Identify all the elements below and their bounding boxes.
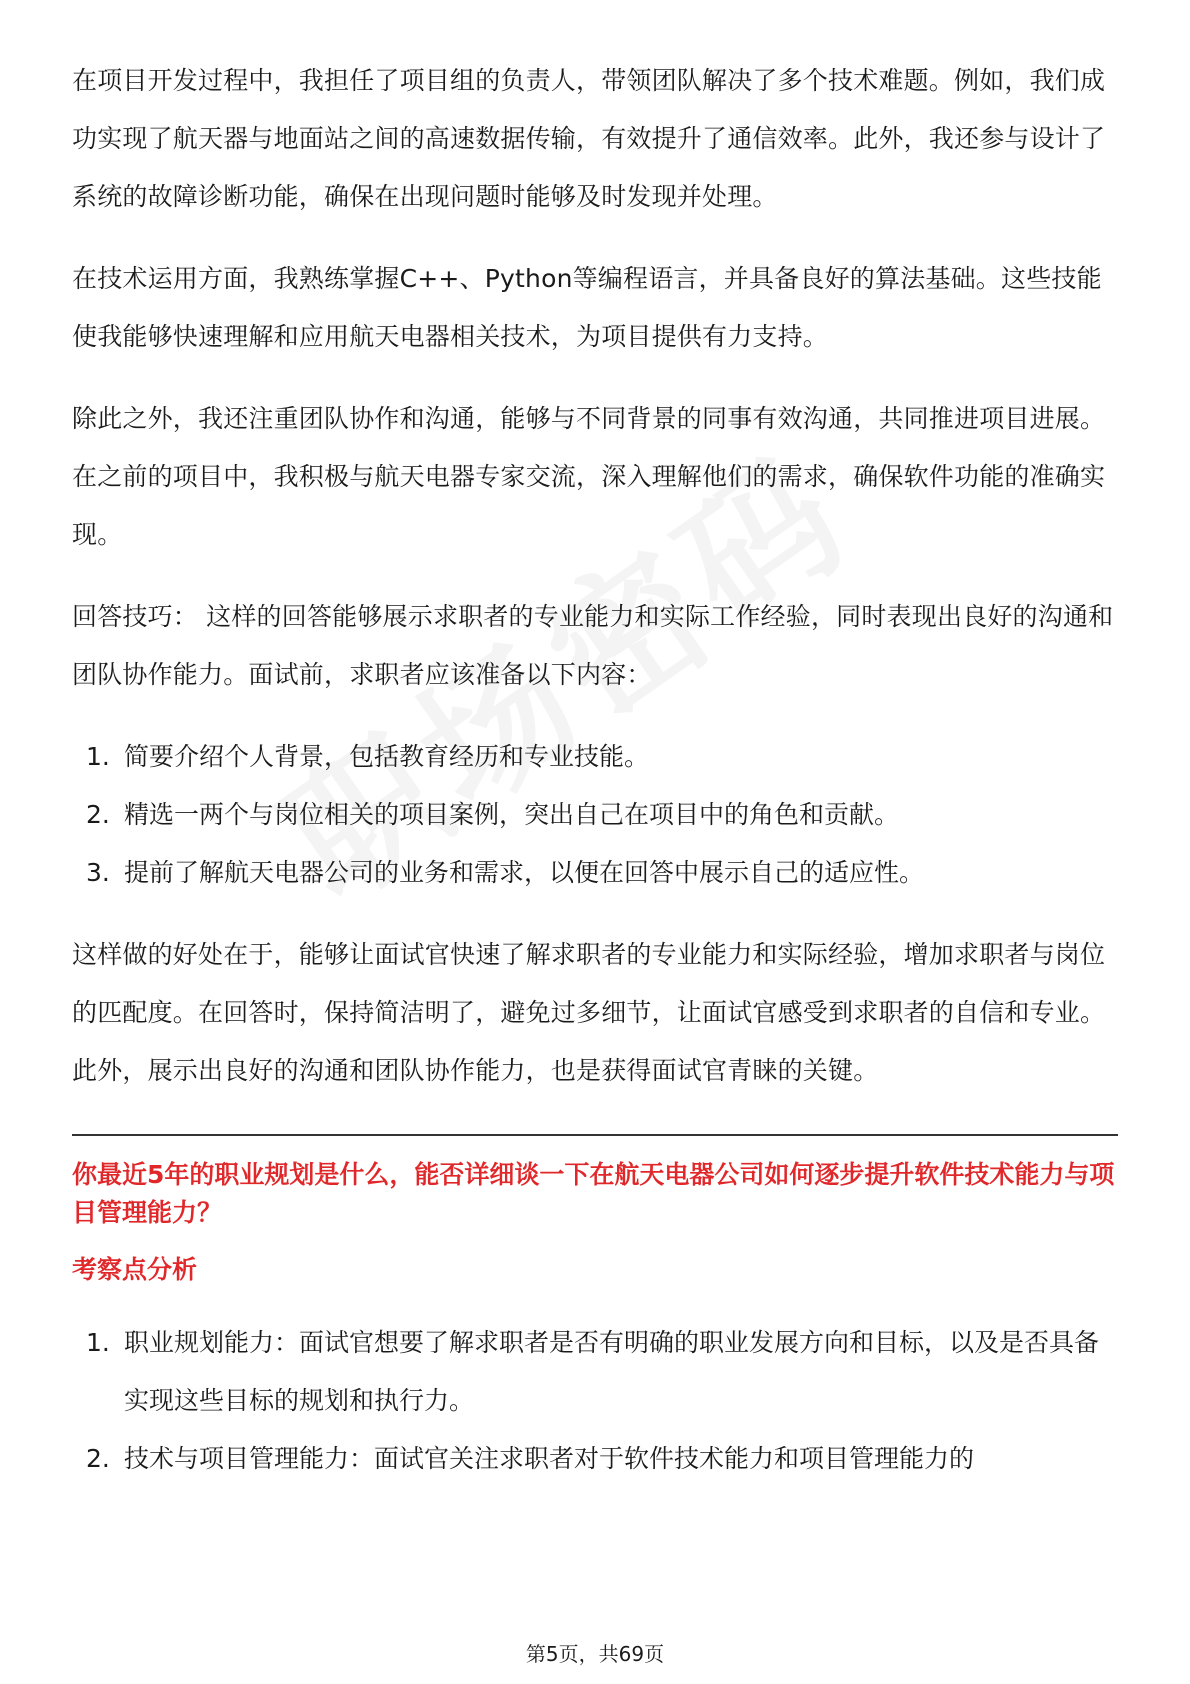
analysis-heading: 考察点分析 — [72, 1255, 198, 1284]
paragraph-technical-skills: 在技术运用方面，我熟练掌握C++、Python等编程语言，并具备良好的算法基础。这些技能使我能够快速理解和应用航天电器相关技术，为项目提供有力支持。 — [72, 264, 1102, 351]
list-item-text: 简要介绍个人背景，包括教育经历和专业技能。 — [124, 742, 650, 771]
paragraph-project-experience: 在项目开发过程中，我担任了项目组的负责人，带领团队解决了多个技术难题。例如，我们成功实现了航天器与地面站之间的高速数据传输，有效提升了通信效率。此外，我还参与设计了系统的故障诊断功能，确保在出现问题时能够及时发现并处理。 — [72, 66, 1106, 211]
list-item-text: 技术与项目管理能力：面试官关注求职者对于软件技术能力和项目管理能力的 — [124, 1444, 975, 1473]
list-item — [72, 1314, 1118, 1430]
list-item-number: 1. — [86, 742, 110, 771]
section-divider — [72, 1134, 1118, 1136]
list-item-text: 职业规划能力：面试官想要了解求职者是否有明确的职业发展方向和目标，以及是否具备实现这些目标的规划和执行力。 — [124, 1328, 1100, 1415]
list-item — [72, 1430, 1118, 1488]
interview-question: 你最近5年的职业规划是什么，能否详细谈一下在航天电器公司如何逐步提升软件技术能力与项目管理能力？ — [72, 1160, 1115, 1227]
list-item-number: 2. — [86, 1444, 110, 1473]
page-footer: 第5页，共69页 — [525, 1642, 665, 1666]
analysis-list — [72, 1314, 1118, 1488]
paragraph-answer-tips: 回答技巧： 这样的回答能够展示求职者的专业能力和实际工作经验，同时表现出良好的沟通和团队协作能力。面试前，求职者应该准备以下内容： — [72, 602, 1114, 689]
preparation-list — [72, 728, 1118, 902]
list-item-number: 1. — [86, 1328, 110, 1357]
document-page — [72, 52, 1118, 1488]
list-item — [72, 844, 1118, 902]
list-item-text: 提前了解航天电器公司的业务和需求，以便在回答中展示自己的适应性。 — [124, 858, 925, 887]
list-item — [72, 728, 1118, 786]
paragraph-benefits: 这样做的好处在于，能够让面试官快速了解求职者的专业能力和实际经验，增加求职者与岗位的匹配度。在回答时，保持简洁明了，避免过多细节，让面试官感受到求职者的自信和专业。此外，展示出良好的沟通和团队协作能力，也是获得面试官青睐的关键。 — [72, 940, 1106, 1085]
list-item-text: 精选一两个与岗位相关的项目案例，突出自己在项目中的角色和贡献。 — [124, 800, 900, 829]
list-item — [72, 786, 1118, 844]
list-item-number: 3. — [86, 858, 110, 887]
list-item-number: 2. — [86, 800, 110, 829]
paragraph-teamwork: 除此之外，我还注重团队协作和沟通，能够与不同背景的同事有效沟通，共同推进项目进展。在之前的项目中，我积极与航天电器专家交流，深入理解他们的需求，确保软件功能的准确实现。 — [72, 404, 1106, 549]
